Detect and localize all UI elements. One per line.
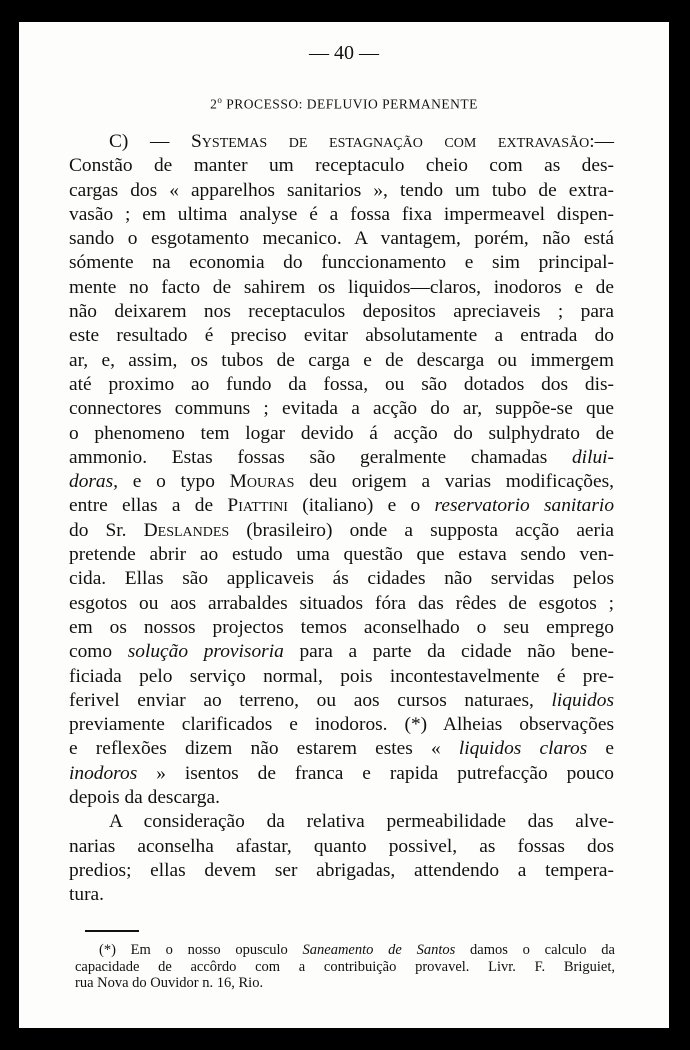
text-run: (*) Em o nosso opusculo xyxy=(99,942,303,958)
text-line xyxy=(69,470,614,494)
text-run: e reflexões dizem não estarem estes « xyxy=(69,738,459,760)
text-run: rua Nova do Ouvidor n. 16, Rio. xyxy=(75,975,264,991)
text-run: A consideração da relativa permeabilidade das alve- xyxy=(109,811,614,833)
text-line xyxy=(69,835,614,859)
text-run: cida. Ellas são applicaveis ás cidades não servidas pelos xyxy=(69,568,614,590)
text-run: esgotos ou aos arrabaldes situados fóra das rêdes de esgotos ; xyxy=(69,592,614,614)
text-run: como xyxy=(69,641,128,663)
text-line xyxy=(69,276,614,300)
text-run: — xyxy=(128,131,192,152)
text-run: sando o esgotamento mecanico. A vantagem, porém, não está xyxy=(69,228,614,250)
text-line xyxy=(69,130,614,154)
text-run: ferivel enviar ao terreno, ou aos cursos naturaes, xyxy=(69,689,552,711)
text-run: (italiano) e o xyxy=(287,495,435,517)
text-line xyxy=(69,227,614,251)
text-run: C) xyxy=(109,131,129,152)
text-line xyxy=(69,179,614,203)
paragraph xyxy=(69,810,614,907)
text-run: » isentos de franca e rapida putrefacção pouco xyxy=(137,762,614,784)
italic-text: liquidos claros xyxy=(458,738,588,760)
text-run: mente no facto de sahirem os liquidos—claros, inodoros e de xyxy=(69,276,614,298)
text-line xyxy=(69,713,614,737)
section-number: 2 xyxy=(210,96,218,112)
text-line xyxy=(69,203,614,227)
text-line xyxy=(69,859,614,883)
text-run: predios; ellas devem ser abrigadas, attendendo a tempera- xyxy=(69,859,614,881)
text-run: damos o calculo da xyxy=(455,942,615,958)
text-line xyxy=(69,883,614,907)
italic-text: reservatorio sanitario xyxy=(434,495,615,517)
text-run: Constão de manter um receptaculo cheio com as des- xyxy=(69,155,614,177)
text-run: pretende abrir ao estudo uma questão que estava sendo ven- xyxy=(69,544,614,566)
text-line xyxy=(69,543,614,567)
footnote-line xyxy=(75,942,615,959)
body-text xyxy=(69,130,614,908)
text-line xyxy=(69,567,614,591)
footnote-line xyxy=(75,975,615,992)
text-line xyxy=(69,665,614,689)
text-run: e xyxy=(587,738,614,760)
paragraph xyxy=(69,130,614,810)
text-line xyxy=(69,810,614,834)
footnote-rule xyxy=(85,930,139,932)
text-line xyxy=(69,397,614,421)
text-run: ficiada pelo serviço normal, pois incontestavelmente é pre- xyxy=(69,665,614,687)
text-line xyxy=(69,324,614,348)
text-line xyxy=(69,422,614,446)
text-line xyxy=(69,762,614,786)
text-run: deu origem a varias modificações, xyxy=(294,471,614,493)
page-number: — 40 — xyxy=(309,42,379,64)
small-caps-text: Mouras xyxy=(229,471,295,493)
text-run: para a parte da cidade não bene- xyxy=(283,641,615,663)
text-run: entre ellas a de xyxy=(69,495,228,517)
italic-text: dilui- xyxy=(571,446,614,468)
italic-text: liquidos xyxy=(551,689,614,711)
text-run: ammonio. Estas fossas são geralmente chamadas xyxy=(69,446,572,468)
text-run: connectores communs ; evitada a acção do ar, suppõe-se que xyxy=(69,398,614,420)
text-run: até proximo ao fundo da fossa, ou são dotados dos dis- xyxy=(69,373,614,395)
footnote xyxy=(75,942,615,992)
text-run: o phenomeno tem logar devido á acção do sulphydrato de xyxy=(69,422,614,444)
book-page xyxy=(19,22,669,1028)
text-run: do Sr. xyxy=(69,519,144,541)
text-run: e o typo xyxy=(118,471,230,493)
text-line xyxy=(69,373,614,397)
text-line xyxy=(69,154,614,178)
text-line xyxy=(69,689,614,713)
text-run: (brasileiro) onde a supposta acção aeria xyxy=(229,519,614,541)
text-line xyxy=(69,446,614,470)
small-caps-text: Piattini xyxy=(227,495,288,517)
text-run: capacidade de accôrdo com a contribuição provavel. Livr. F. Briguiet, xyxy=(75,958,615,975)
text-run: ar, e, assim, os tubos de carga e de descarga ou immergem xyxy=(69,349,614,371)
section-superscript: o xyxy=(217,95,223,105)
text-run: vasão ; em ultima analyse é a fossa fixa impermeavel dispen- xyxy=(69,203,614,225)
text-line xyxy=(69,737,614,761)
text-line xyxy=(69,592,614,616)
text-run: sómente na economia do funccionamento e sim principal- xyxy=(69,252,614,274)
text-line xyxy=(69,786,614,810)
text-run: cargas dos « apparelhos sanitarios », tendo um tubo de extra- xyxy=(69,179,614,201)
text-line xyxy=(69,616,614,640)
text-run: em os nossos projectos temos aconselhado o seu emprego xyxy=(69,616,614,638)
text-line xyxy=(69,300,614,324)
footnote-line xyxy=(75,959,615,976)
text-run: narias aconselha afastar, quanto possivel, as fossas dos xyxy=(69,835,614,857)
text-run: depois da descarga. xyxy=(69,787,220,809)
text-line xyxy=(69,349,614,373)
italic-text: doras, xyxy=(69,471,119,493)
italic-text: Saneamento de Santos xyxy=(302,942,456,958)
small-caps-text: Deslandes xyxy=(143,519,230,541)
text-line xyxy=(69,519,614,543)
small-caps-text: Systemas de estagnação com extravasão xyxy=(191,131,590,152)
text-run: este resultado é preciso evitar absolutamente a entrada do xyxy=(69,325,614,347)
text-run: tura. xyxy=(69,884,104,906)
italic-text: inodoros xyxy=(69,762,138,784)
text-line xyxy=(69,640,614,664)
text-run: não deixarem nos receptaculos depositos apreciaveis ; para xyxy=(69,301,614,323)
text-run: :— xyxy=(589,131,614,152)
section-title: PROCESSO: DEFLUVIO PERMANENTE xyxy=(226,96,478,112)
text-run: previamente clarificados e inodoros. (*) Alheias observações xyxy=(69,714,614,736)
text-line xyxy=(69,494,614,518)
section-header xyxy=(19,95,669,113)
italic-text: solução provisoria xyxy=(127,641,284,663)
text-line xyxy=(69,251,614,275)
